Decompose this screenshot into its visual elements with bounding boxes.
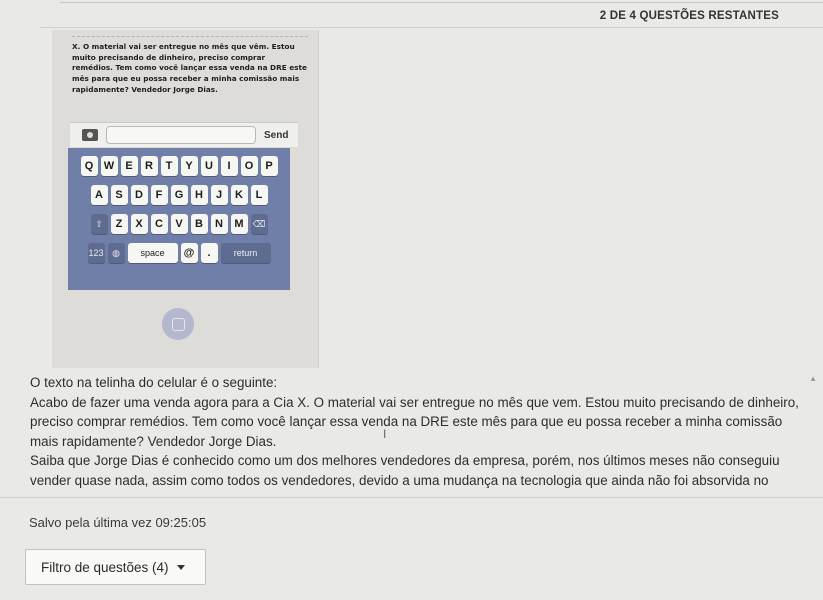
globe-icon: ◍ (108, 243, 125, 263)
key: Y (181, 156, 198, 176)
key-dot: . (201, 243, 218, 263)
question-context: Saiba que Jorge Dias é conhecido como um dos melhores vendedores da empresa, porém, nos últimos meses não conseguiu vender quase nada, assim como todos os vendedores, devido a uma mudança na tecnologia que ainda não foi absorvida no (30, 453, 780, 488)
text-cursor-icon: I (383, 427, 387, 441)
key: R (141, 156, 158, 176)
send-button: Send (264, 129, 289, 141)
camera-icon (82, 129, 98, 141)
keyboard-row-2 (68, 185, 290, 205)
home-button (162, 308, 194, 340)
key-at: @ (181, 243, 198, 263)
key: G (171, 185, 188, 205)
scroll-up-icon[interactable]: ▲ (809, 374, 817, 383)
content-divider (0, 497, 823, 498)
keyboard-row-3 (68, 214, 290, 234)
key: U (201, 156, 218, 176)
key: X (131, 214, 148, 234)
key: T (161, 156, 178, 176)
phone-screenshot (52, 30, 319, 368)
question-filter-label: Filtro de questões (4) (41, 559, 169, 575)
keyboard-row-1 (68, 156, 290, 176)
key-123: 123 (88, 243, 105, 263)
question-filter-button[interactable] (25, 549, 206, 585)
key: A (91, 185, 108, 205)
key: C (151, 214, 168, 234)
question-intro: O texto na telinha do celular é o seguinte: (30, 375, 278, 390)
key: J (211, 185, 228, 205)
key: O (241, 156, 258, 176)
phone-message-text: X. O material vai ser entregue no mês que vêm. Estou muito precisando de dinheiro, preciso comprar remédios. Tem como você lançar essa venda na DRE este mês para que eu possa receber a minha comissão mais rapidamente? Vendedor Jorge Dias. (72, 42, 307, 94)
question-text (30, 373, 805, 490)
key: Z (111, 214, 128, 234)
key: W (101, 156, 118, 176)
header-divider (40, 27, 823, 28)
key: L (251, 185, 268, 205)
key: E (121, 156, 138, 176)
message-input-row (70, 122, 298, 147)
key: B (191, 214, 208, 234)
question-quote: Acabo de fazer uma venda agora para a Cia X. O material vai ser entregue no mês que vem. Estou muito precisando de dinheiro, preciso comprar remédios. Tem como você lançar essa venda na DRE este mês para que eu possa receber a minha comissão mais rapidamente? Vendedor Jorge Dias. (30, 394, 799, 449)
key-return: return (221, 243, 271, 263)
key: M (231, 214, 248, 234)
phone-message (72, 36, 308, 96)
key: I (221, 156, 238, 176)
key-space: space (128, 243, 178, 263)
key: Q (81, 156, 98, 176)
questions-remaining: 2 DE 4 QUESTÕES RESTANTES (599, 10, 779, 22)
key: V (171, 214, 188, 234)
key: F (151, 185, 168, 205)
key: S (111, 185, 128, 205)
saved-status: Salvo pela última vez 09:25:05 (29, 515, 207, 530)
key: P (261, 156, 278, 176)
phone-keyboard (68, 148, 290, 290)
cropped-line (72, 36, 308, 41)
key: N (211, 214, 228, 234)
top-rule (60, 2, 823, 3)
keyboard-row-4 (68, 243, 290, 263)
backspace-icon: ⌫ (251, 214, 268, 234)
key: D (131, 185, 148, 205)
key: K (231, 185, 248, 205)
phone-text-field (106, 126, 256, 144)
caret-down-icon (177, 565, 185, 570)
key: H (191, 185, 208, 205)
shift-icon: ⇧ (91, 214, 108, 234)
